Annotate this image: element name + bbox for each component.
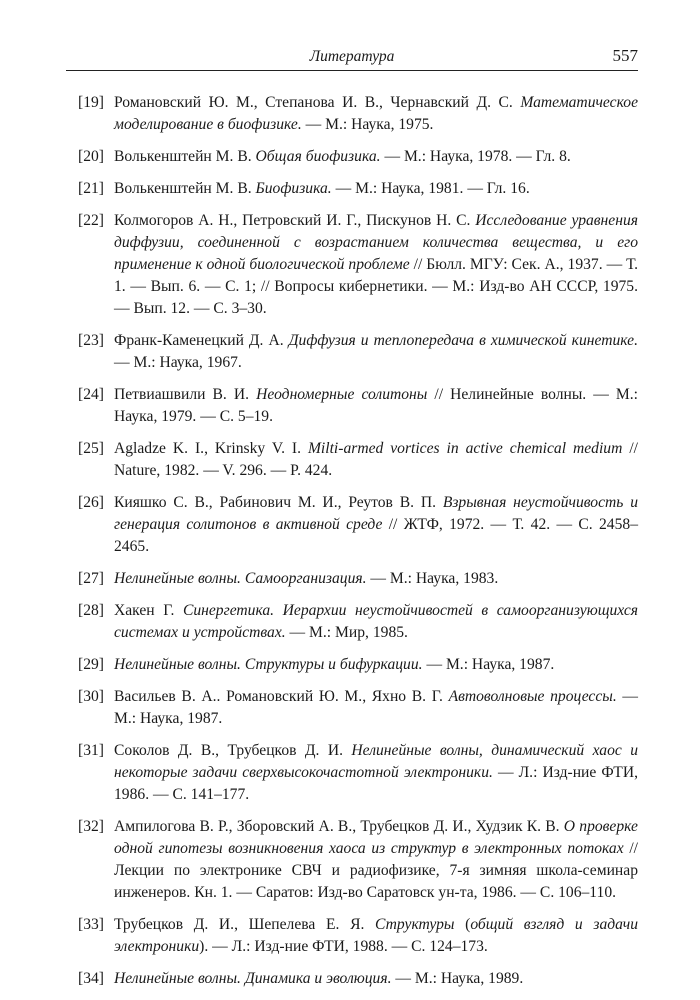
reference-item [78,210,638,320]
reference-text [114,332,638,371]
reference-text [114,94,638,133]
reference-number: [28] [78,602,104,619]
reference-item [78,968,638,990]
reference-item [78,600,638,644]
reference-fragment: Agladze K. I., Krinsky V. I. [114,440,308,457]
reference-fragment: Трубецков Д. И., Шепелева Е. Я. [114,916,376,933]
reference-fragment: — М.: Наука, 1987. [422,656,555,673]
reference-number: [26] [78,494,104,511]
reference-text [114,970,523,987]
reference-fragment: // Nature, 1982. — V. 296. — P. 424. [114,440,638,479]
reference-number: [27] [78,570,104,587]
reference-title-fragment: Исследование уравнения диффузии, соединенной с возрастанием количества вещества, и его применение к одной биологической проблеме [114,212,638,273]
reference-text [114,916,638,955]
reference-fragment: Волькенштейн М. В. [114,180,256,197]
reference-number: [31] [78,742,104,759]
reference-item [78,492,638,558]
reference-number: [21] [78,180,104,197]
reference-fragment: Франк-Каменецкий Д. А. [114,332,289,349]
reference-text [114,656,554,673]
reference-fragment: Хакен Г. [114,602,183,619]
reference-fragment: — М.: Наука, 1989. [391,970,524,987]
reference-title-fragment: Синергетика. Иерархии неустойчивостей в самоорганизующихся системах и устройствах. [114,602,638,641]
reference-text [114,440,638,479]
reference-title-fragment: О проверке одной гипотезы возникновения хаоса из структур в электронных потоках [114,818,638,857]
reference-fragment: — М.: Наука, 1983. [366,570,499,587]
reference-title-fragment: Биофизика. [255,180,332,197]
reference-title-fragment: Структуры [375,916,455,933]
reference-title-fragment: Нелинейные волны. Самоорганизация. [114,570,367,587]
reference-fragment: Васильев В. А.. Романовский Ю. М., Яхно В. Г. [114,688,449,705]
reference-item [78,92,638,136]
reference-fragment: Петвиашвили В. И. [114,386,257,403]
reference-fragment: // Лекции по электронике СВЧ и радиофизике, 7-я зимняя школа-семинар инженеров. Кн. 1. — Саратов: Изд-во Саратовск ун-та, 1986. — С. 106–110. [114,840,638,901]
reference-fragment: — М.: Наука, 1975. [301,116,434,133]
reference-title-fragment: Нелинейные волны. Динамика и эволюция. [114,970,392,987]
reference-number: [24] [78,386,104,403]
reference-fragment: // Бюлл. МГУ: Сек. А., 1937. — Т. 1. — Вып. 6. — С. 1; // Вопросы кибернетики. — М.: Изд-во АН СССР, 1975. — Вып. 12. — С. 3–30. [114,256,638,317]
page-header [66,46,638,71]
reference-fragment: — Л.: Изд-ние ФТИ, 1986. — С. 141–177. [114,764,638,803]
reference-item [78,568,638,590]
reference-fragment: // Нелинейные волны. — М.: Наука, 1979. — С. 5–19. [114,386,638,425]
reference-fragment: — М.: Наука, 1981. — Гл. 16. [331,180,530,197]
reference-fragment: — М.: Наука, 1967. [114,354,242,371]
reference-item [78,740,638,806]
page-number: 557 [612,46,638,65]
reference-fragment: Соколов Д. В., Трубецков Д. И. [114,742,352,759]
reference-list [78,92,638,1000]
reference-fragment: ( [454,916,471,933]
reference-title-fragment: Неодномерные солитоны [256,386,428,403]
reference-title-fragment: Математическое моделирование в биофизике. [114,94,638,133]
reference-title-fragment: Диффузия и теплопередача в химической кинетике. [288,332,639,349]
reference-fragment: — М.: Наука, 1987. [114,688,638,727]
reference-title-fragment: Нелинейные волны, динамический хаос и некоторые задачи сверхвысокочастотной электроники. [114,742,638,781]
reference-text [114,742,638,803]
reference-fragment: — М.: Наука, 1978. — Гл. 8. [380,148,571,165]
reference-number: [20] [78,148,104,165]
reference-text [114,818,638,901]
reference-fragment: ). — Л.: Изд-ние ФТИ, 1988. — С. 124–173. [199,938,488,955]
reference-item [78,384,638,428]
reference-title-fragment: Нелинейные волны. Структуры и бифуркации. [114,656,423,673]
reference-text [114,570,498,587]
reference-text [114,386,638,425]
reference-fragment: — М.: Мир, 1985. [285,624,408,641]
reference-title-fragment: общий взгляд и задачи электроники [114,916,638,955]
reference-number: [34] [78,970,104,987]
reference-text [114,602,638,641]
reference-fragment: Кияшко С. В., Рабинович М. И., Реутов В. П. [114,494,443,511]
reference-title-fragment: Взрывная неустойчивость и генерация солитонов в активной среде [114,494,638,533]
reference-fragment: Волькенштейн М. В. [114,148,256,165]
reference-title-fragment: Milti-armed vortices in active chemical medium [307,440,623,457]
reference-text [114,180,530,197]
running-title: Литература [309,48,395,65]
reference-text [114,688,638,727]
reference-fragment: Романовский Ю. М., Степанова И. В., Чернавский Д. С. [114,94,521,111]
reference-item [78,178,638,200]
reference-item [78,330,638,374]
reference-number: [29] [78,656,104,673]
reference-fragment: Ампилогова В. Р., Зборовский А. В., Трубецков Д. И., Худзик К. В. [114,818,564,835]
reference-item [78,654,638,676]
reference-number: [23] [78,332,104,349]
reference-number: [22] [78,212,104,229]
reference-text [114,494,638,555]
reference-text [114,212,638,317]
reference-item [78,914,638,958]
reference-number: [30] [78,688,104,705]
reference-item [78,686,638,730]
reference-fragment: // ЖТФ, 1972. — Т. 42. — С. 2458–2465. [114,516,638,555]
reference-number: [33] [78,916,104,933]
reference-text [114,148,571,165]
reference-title-fragment: Общая биофизика. [255,148,381,165]
reference-item [78,438,638,482]
reference-item [78,816,638,904]
reference-title-fragment: Автоволновые процессы. [448,688,617,705]
reference-item [78,146,638,168]
reference-number: [19] [78,94,104,111]
reference-number: [32] [78,818,104,835]
reference-fragment: Колмогоров А. Н., Петровский И. Г., Пискунов Н. С. [114,212,476,229]
reference-number: [25] [78,440,104,457]
